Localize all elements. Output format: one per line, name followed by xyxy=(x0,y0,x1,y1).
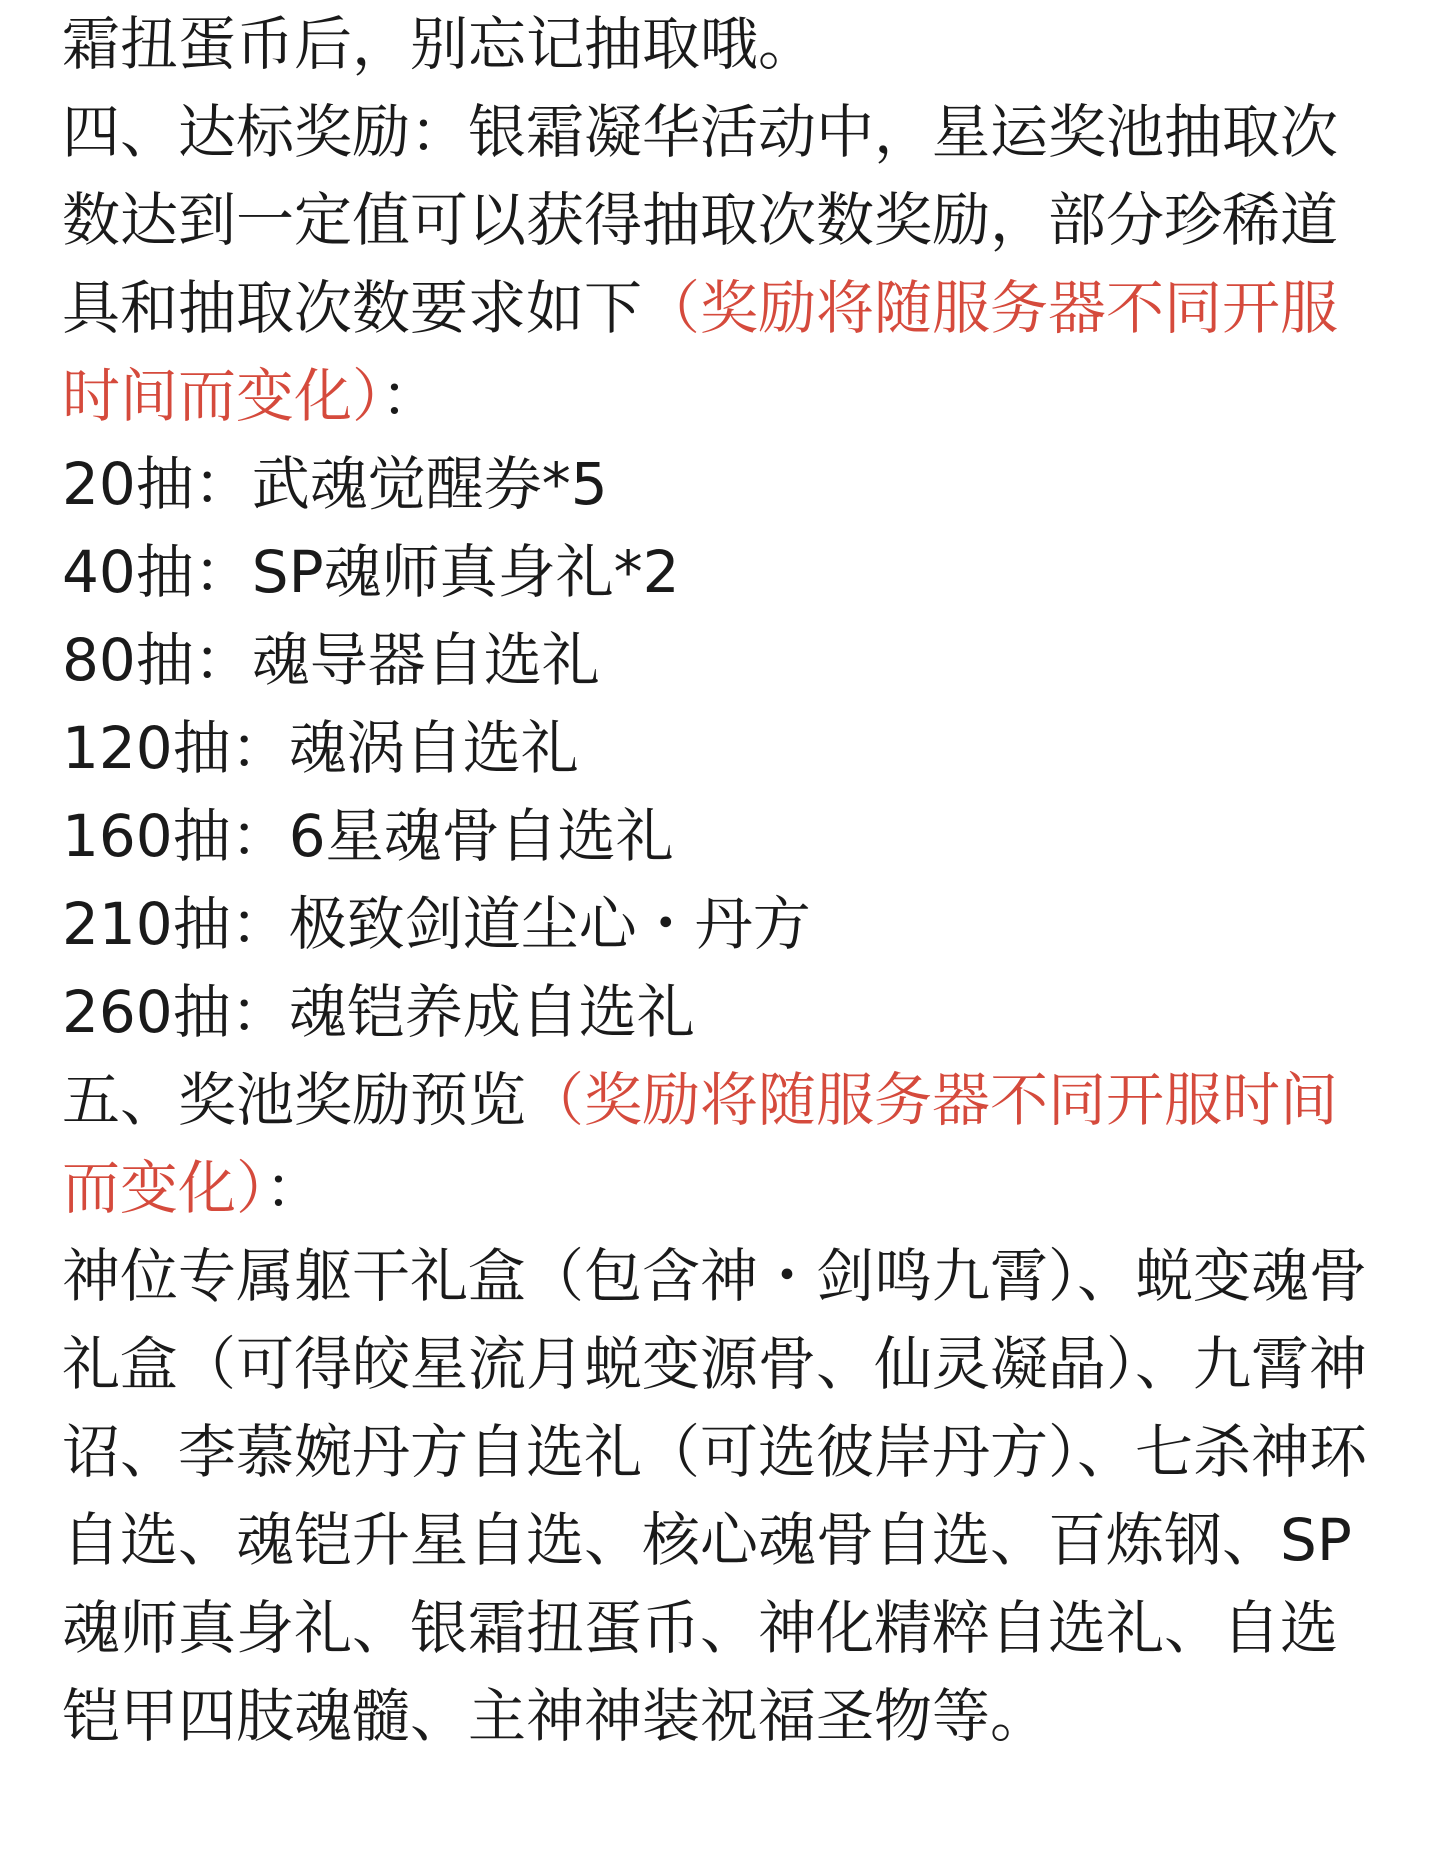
reward-item: 40抽：SP魂师真身礼*2 xyxy=(62,538,680,606)
intro-tail-paragraph: 霜扭蛋币后，别忘记抽取哦。 xyxy=(62,10,817,78)
section4-colon: ： xyxy=(381,362,440,430)
reward-item: 260抽：魂铠养成自选礼 xyxy=(62,978,695,1046)
section5-note: （奖励将随服务器不同开服时间而变化） xyxy=(62,1066,1339,1222)
reward-item: 160抽：6星魂骨自选礼 xyxy=(62,802,674,870)
reward-item: 210抽：极致剑道尘心・丹方 xyxy=(62,890,811,958)
section5-heading xyxy=(62,1056,1372,1232)
section5-title: 五、奖池奖励预览 xyxy=(62,1066,527,1134)
article-body xyxy=(62,0,1372,1760)
reward-item: 80抽：魂导器自选礼 xyxy=(62,626,600,694)
section5-content: 神位专属躯干礼盒（包含神・剑鸣九霄）、蜕变魂骨礼盒（可得皎星流月蜕变源骨、仙灵凝晶）、九霄神诏、李慕婉丹方自选礼（可选彼岸丹方）、七杀神环自选、魂铠升星自选、核心魂骨自选、百炼钢、SP魂师真身礼、银霜扭蛋币、神化精粹自选礼、自选铠甲四肢魂髓、主神神装祝福圣物等。 xyxy=(62,1242,1368,1750)
section4-text: 四、达标奖励：银霜凝华活动中，星运奖池抽取次数达到一定值可以获得抽取次数奖励，部分珍稀道具和抽取次数要求如下 xyxy=(62,98,1339,342)
reward-item: 120抽：魂涡自选礼 xyxy=(62,714,579,782)
section4-note: （奖励将随服务器不同开服时间而变化） xyxy=(62,274,1339,430)
reward-item: 20抽：武魂觉醒券*5 xyxy=(62,450,608,518)
section4-paragraph xyxy=(62,88,1372,440)
section5-colon: ： xyxy=(265,1154,324,1222)
